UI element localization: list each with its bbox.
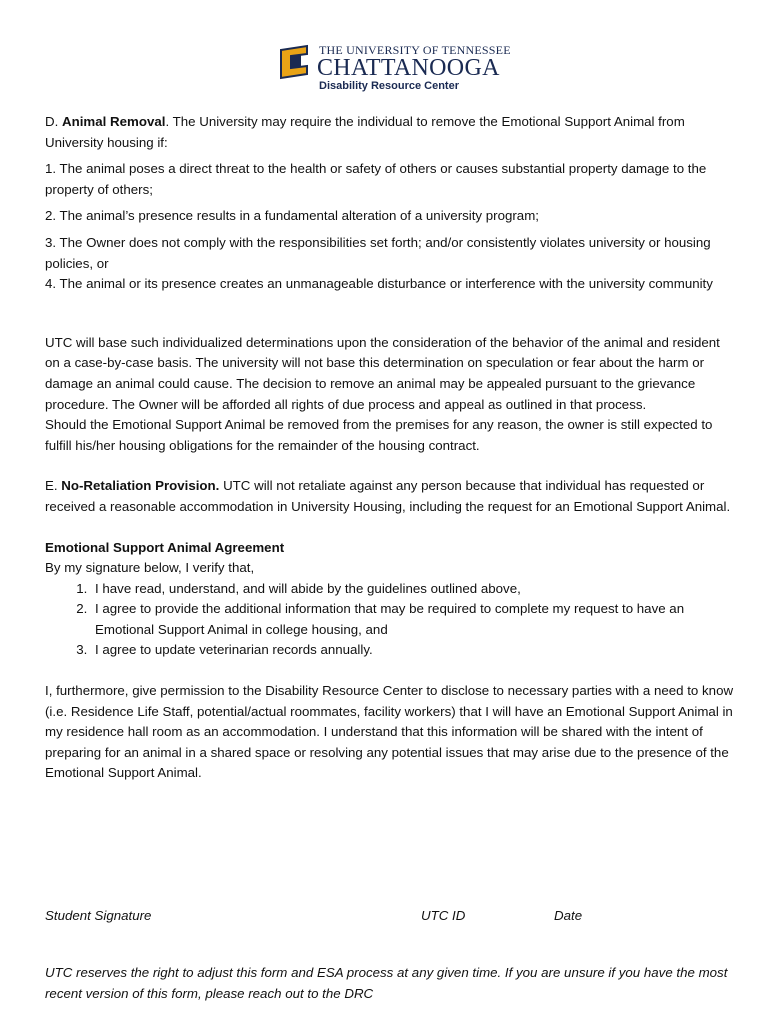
determination-paragraph: UTC will base such individualized determinations upon the consideration of the behavior of the animal and resident on a case-by-case basis. The university will not base this determination on speculation or fear about the harm or damage an animal could cause. The decision to remove an animal may be appealed pursuant to the grievance procedure. The Owner will be afforded all rights of due process and appeal as outlined in that process. (45, 334, 720, 412)
document-body (45, 112, 735, 784)
signature-row (45, 908, 735, 928)
housing-obligation-paragraph: Should the Emotional Support Animal be removed from the premises for any reason, the owner is still expected to fulfill his/her housing obligations for the remainder of the housing contract. (45, 417, 713, 453)
section-d-title: Animal Removal (62, 114, 166, 129)
agreement-title: Emotional Support Animal Agreement (45, 539, 285, 555)
utc-c-logo-icon (277, 44, 317, 80)
agreement-item: 1. I have read, understand, and will abide by the guidelines outlined above, (91, 579, 735, 600)
logo-university-line: THE UNIVERSITY OF TENNESSEE (319, 43, 511, 57)
section-e-title: No-Retaliation Provision. (61, 478, 220, 494)
footer-note: UTC reserves the right to adjust this form and ESA process at any given time. If you are unsure if you have the most recent version of this form, please reach out to the DRC (45, 965, 728, 1001)
section-d-intro: D. Animal Removal. The University may require the individual to remove the Emotional Support Animal from University housing if: (45, 114, 685, 150)
utc-id-label: UTC ID (421, 908, 466, 923)
permission-paragraph: I, furthermore, give permission to the Disability Resource Center to disclose to necessary parties with a need to know (i.e. Residence Life Staff, potential/actual roommates, facility workers) that I will have an Emotional Support Animal in my residence hall room as an accommodation. I understand that this information will be shared with the intent of preparing for an animal in a shared space or resolving any potential issues that may arise due to the presence of the Emotional Support Animal. (45, 683, 734, 781)
section-e-paragraph: E. No-Retaliation Provision. UTC will not retaliate against any person because that individual has requested or received a reasonable accommodation in University Housing, including the request for an Emotional Support Animal. (45, 478, 731, 514)
agreement-item: 2. I agree to provide the additional information that may be required to complete my request to have an Emotional Support Animal in college housing, and (91, 599, 735, 640)
removal-condition-3: 3. The Owner does not comply with the responsibilities set forth; and/or consistently violates university or housing policies, or (45, 234, 711, 271)
utc-logo (277, 42, 511, 100)
logo-drc-line: Disability Resource Center (319, 80, 459, 92)
agreement-intro: By my signature below, I verify that, (45, 560, 255, 576)
removal-condition-2: 2. The animal’s presence results in a fundamental alteration of a university program; (45, 208, 539, 224)
student-signature-label: Student Signature (45, 908, 152, 923)
agreement-item: 3. I agree to update veterinarian records annually. (91, 640, 735, 661)
logo-chattanooga-line: CHATTANOOGA (317, 55, 500, 81)
removal-condition-4: 4. The animal or its presence creates an unmanageable disturbance or interference with the university community (45, 276, 713, 292)
date-label: Date (554, 908, 583, 923)
removal-condition-1: 1. The animal poses a direct threat to the health or safety of others or causes substantial property damage to the property of others; (45, 161, 707, 197)
agreement-list (45, 579, 735, 661)
